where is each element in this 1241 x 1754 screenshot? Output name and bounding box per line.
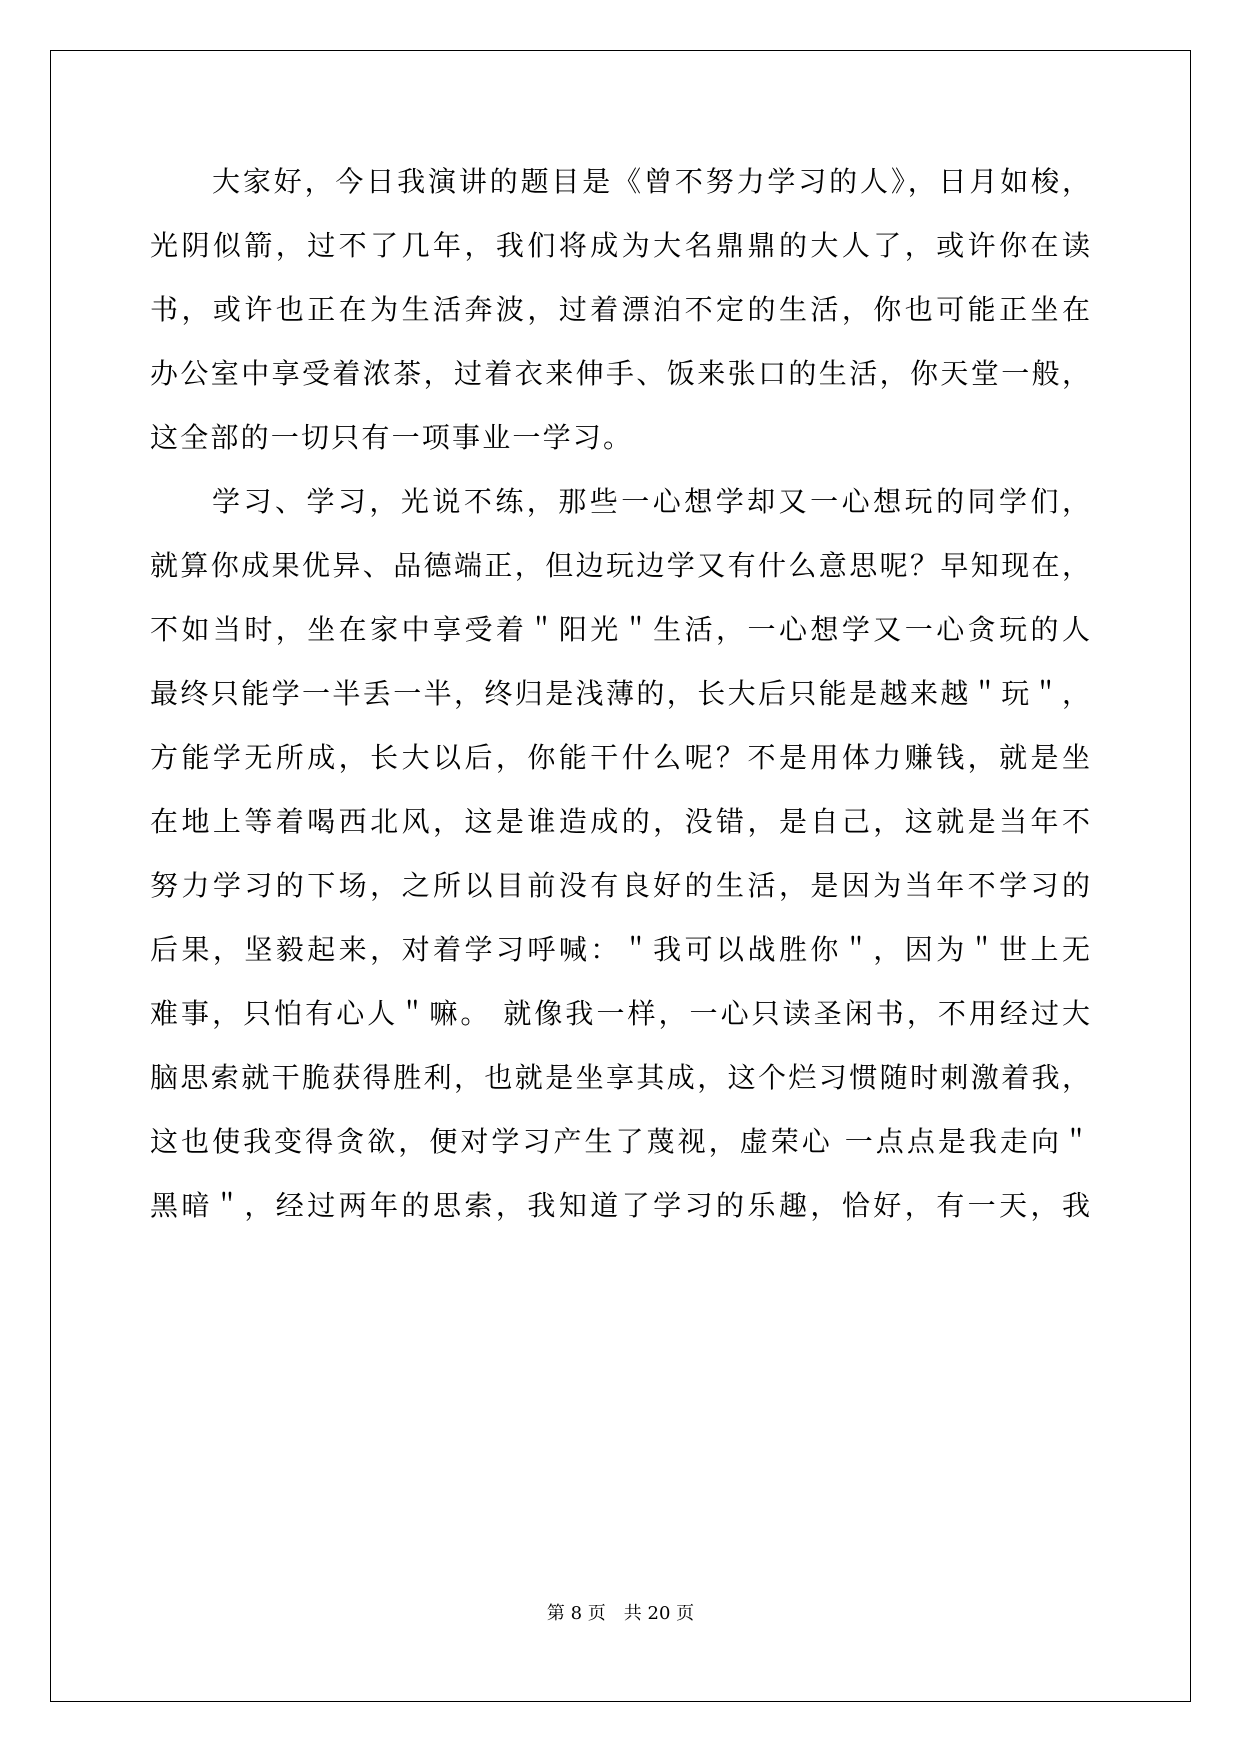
page-number: 第 8 页 (546, 1603, 606, 1624)
text-line: 光阴似箭，过不了几年，我们将成为大名鼎鼎的大人了，或许你在读 (150, 229, 1090, 262)
text-line: 脑思索就干脆获得胜利，也就是坐享其成，这个烂习惯随时刺激着我， (150, 1061, 1090, 1094)
text-line: 方能学无所成，长大以后，你能干什么呢？不是用体力赚钱，就是坐 (150, 741, 1090, 774)
text-line: 这也使我变得贪欲，便对学习产生了蔑视，虚荣心 一点点是我走向＂ (150, 1125, 1090, 1158)
text-line: 不如当时，坐在家中享受着＂阳光＂生活，一心想学又一心贪玩的人 (150, 613, 1090, 646)
document-body (150, 150, 1090, 1238)
page-total: 共 20 页 (623, 1603, 695, 1624)
text-line: 书，或许也正在为生活奔波，过着漂泊不定的生活，你也可能正坐在 (150, 293, 1090, 326)
text-line: 大家好，今日我演讲的题目是《曾不努力学习的人》，日月如梭， (212, 165, 1090, 198)
text-line: 难事，只怕有心人＂嘛。 就像我一样，一心只读圣闲书，不用经过大 (150, 997, 1090, 1030)
text-line: 这全部的一切只有一项事业一学习。 (150, 421, 634, 454)
page-footer (0, 1602, 1241, 1626)
text-line: 在地上等着喝西北风，这是谁造成的，没错，是自己，这就是当年不 (150, 805, 1090, 838)
text-line: 后果，坚毅起来，对着学习呼喊：＂我可以战胜你＂，因为＂世上无 (150, 933, 1090, 966)
text-line: 最终只能学一半丢一半，终归是浅薄的，长大后只能是越来越＂玩＂， (150, 677, 1090, 710)
text-line: 努力学习的下场，之所以目前没有良好的生活，是因为当年不学习的 (150, 869, 1090, 902)
text-line: 办公室中享受着浓茶，过着衣来伸手、饭来张口的生活，你天堂一般， (150, 357, 1090, 390)
text-line: 学习、学习，光说不练，那些一心想学却又一心想玩的同学们， (212, 485, 1090, 518)
text-line: 黑暗＂，经过两年的思索，我知道了学习的乐趣，恰好，有一天，我 (150, 1189, 1090, 1222)
text-line: 就算你成果优异、品德端正，但边玩边学又有什么意思呢？早知现在， (150, 549, 1090, 582)
